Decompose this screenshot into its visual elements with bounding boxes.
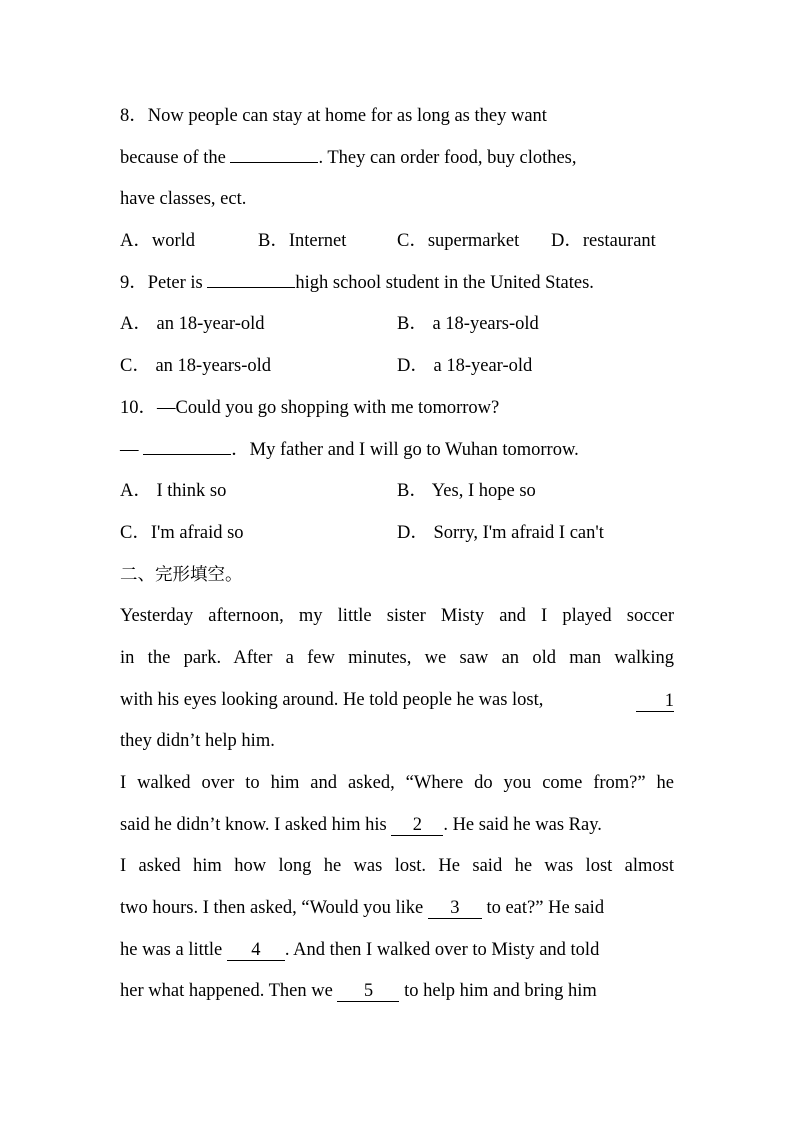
question-8-line-3 bbox=[120, 179, 674, 221]
question-10-reply-text: ．My father and I will go to Wuhan tomorrow. bbox=[231, 439, 579, 460]
passage-line: I walked over to him and asked, “Where do you come from?” he bbox=[120, 773, 674, 793]
cloze-blank-2: 2 bbox=[391, 815, 443, 836]
passage-line bbox=[120, 805, 674, 847]
question-8-line-1 bbox=[120, 96, 674, 138]
exam-page bbox=[120, 96, 674, 1013]
passage-text: he was a little bbox=[120, 939, 223, 960]
passage-line bbox=[120, 888, 674, 930]
passage-line: I asked him how long he was lost. He said he was lost almost bbox=[120, 856, 674, 877]
passage-line: Yesterday afternoon, my little sister Misty and I played soccer bbox=[120, 606, 674, 627]
cloze-blank-4: 4 bbox=[227, 940, 285, 961]
cloze-blank-3: 3 bbox=[428, 898, 482, 919]
option-b: B． a 18-years-old bbox=[397, 314, 539, 335]
option-a: A．world bbox=[120, 231, 196, 252]
passage-text: said he didn’t know. I asked him his bbox=[120, 814, 387, 835]
section-heading: 二、完形填空。 bbox=[120, 564, 243, 585]
question-9-options-row-2 bbox=[120, 346, 674, 388]
passage-line bbox=[120, 971, 674, 1013]
question-8-text-after-blank: . They can order food, buy clothes, bbox=[318, 147, 577, 168]
question-10-text: 10．—Could you go shopping with me tomorrow? bbox=[120, 397, 500, 418]
question-8-text-end: have classes, ect. bbox=[120, 189, 247, 210]
option-c: C． an 18-years-old bbox=[120, 356, 272, 377]
passage-text: her what happened. Then we bbox=[120, 981, 333, 1002]
answer-blank bbox=[207, 287, 295, 288]
option-a: A． I think so bbox=[120, 481, 227, 502]
passage-text: . He said he was Ray. bbox=[443, 814, 602, 835]
answer-blank bbox=[230, 162, 318, 163]
passage-line: in the park. After a few minutes, we saw an old man walking bbox=[120, 647, 674, 668]
question-10-prompt bbox=[120, 388, 674, 430]
question-10-options-row-1 bbox=[120, 471, 674, 513]
option-d: D． Sorry, I'm afraid I can't bbox=[397, 522, 604, 543]
cloze-blank-1: 1 bbox=[636, 691, 674, 712]
question-9-text-after-blank: high school student in the United States. bbox=[295, 272, 594, 293]
option-c: C．supermarket bbox=[397, 231, 520, 252]
cloze-blank-5: 5 bbox=[337, 981, 399, 1002]
question-8-text-before-blank: because of the bbox=[120, 147, 231, 168]
reply-dash: — bbox=[120, 439, 144, 460]
answer-blank bbox=[143, 454, 231, 455]
option-a: A． an 18-year-old bbox=[120, 314, 265, 335]
passage-text: . And then I walked over to Misty and told bbox=[284, 939, 600, 960]
passage-line bbox=[120, 680, 674, 722]
question-9-options-row-1 bbox=[120, 304, 674, 346]
passage-text: to help him and bring him bbox=[404, 981, 597, 1002]
passage-line: they didn’t help him. bbox=[120, 731, 275, 752]
question-8-text: 8．Now people can stay at home for as long as they want bbox=[120, 106, 547, 126]
option-d: D．restaurant bbox=[551, 231, 656, 252]
question-9-line bbox=[120, 263, 674, 305]
passage-line bbox=[120, 930, 674, 972]
question-8-options bbox=[120, 221, 674, 263]
question-10-options-row-2 bbox=[120, 513, 674, 555]
option-b: B．Internet bbox=[258, 231, 347, 252]
question-9-text-before-blank: 9．Peter is bbox=[120, 272, 208, 293]
passage-text: to eat?” He said bbox=[486, 898, 605, 919]
question-8-line-2 bbox=[120, 138, 674, 180]
option-b: B． Yes, I hope so bbox=[397, 481, 536, 502]
option-d: D． a 18-year-old bbox=[397, 356, 533, 377]
passage-text: with his eyes looking around. He told people he was lost, bbox=[120, 689, 544, 710]
option-c: C．I'm afraid so bbox=[120, 522, 244, 543]
question-10-reply bbox=[120, 430, 674, 472]
passage-text: two hours. I then asked, “Would you like bbox=[120, 898, 424, 919]
